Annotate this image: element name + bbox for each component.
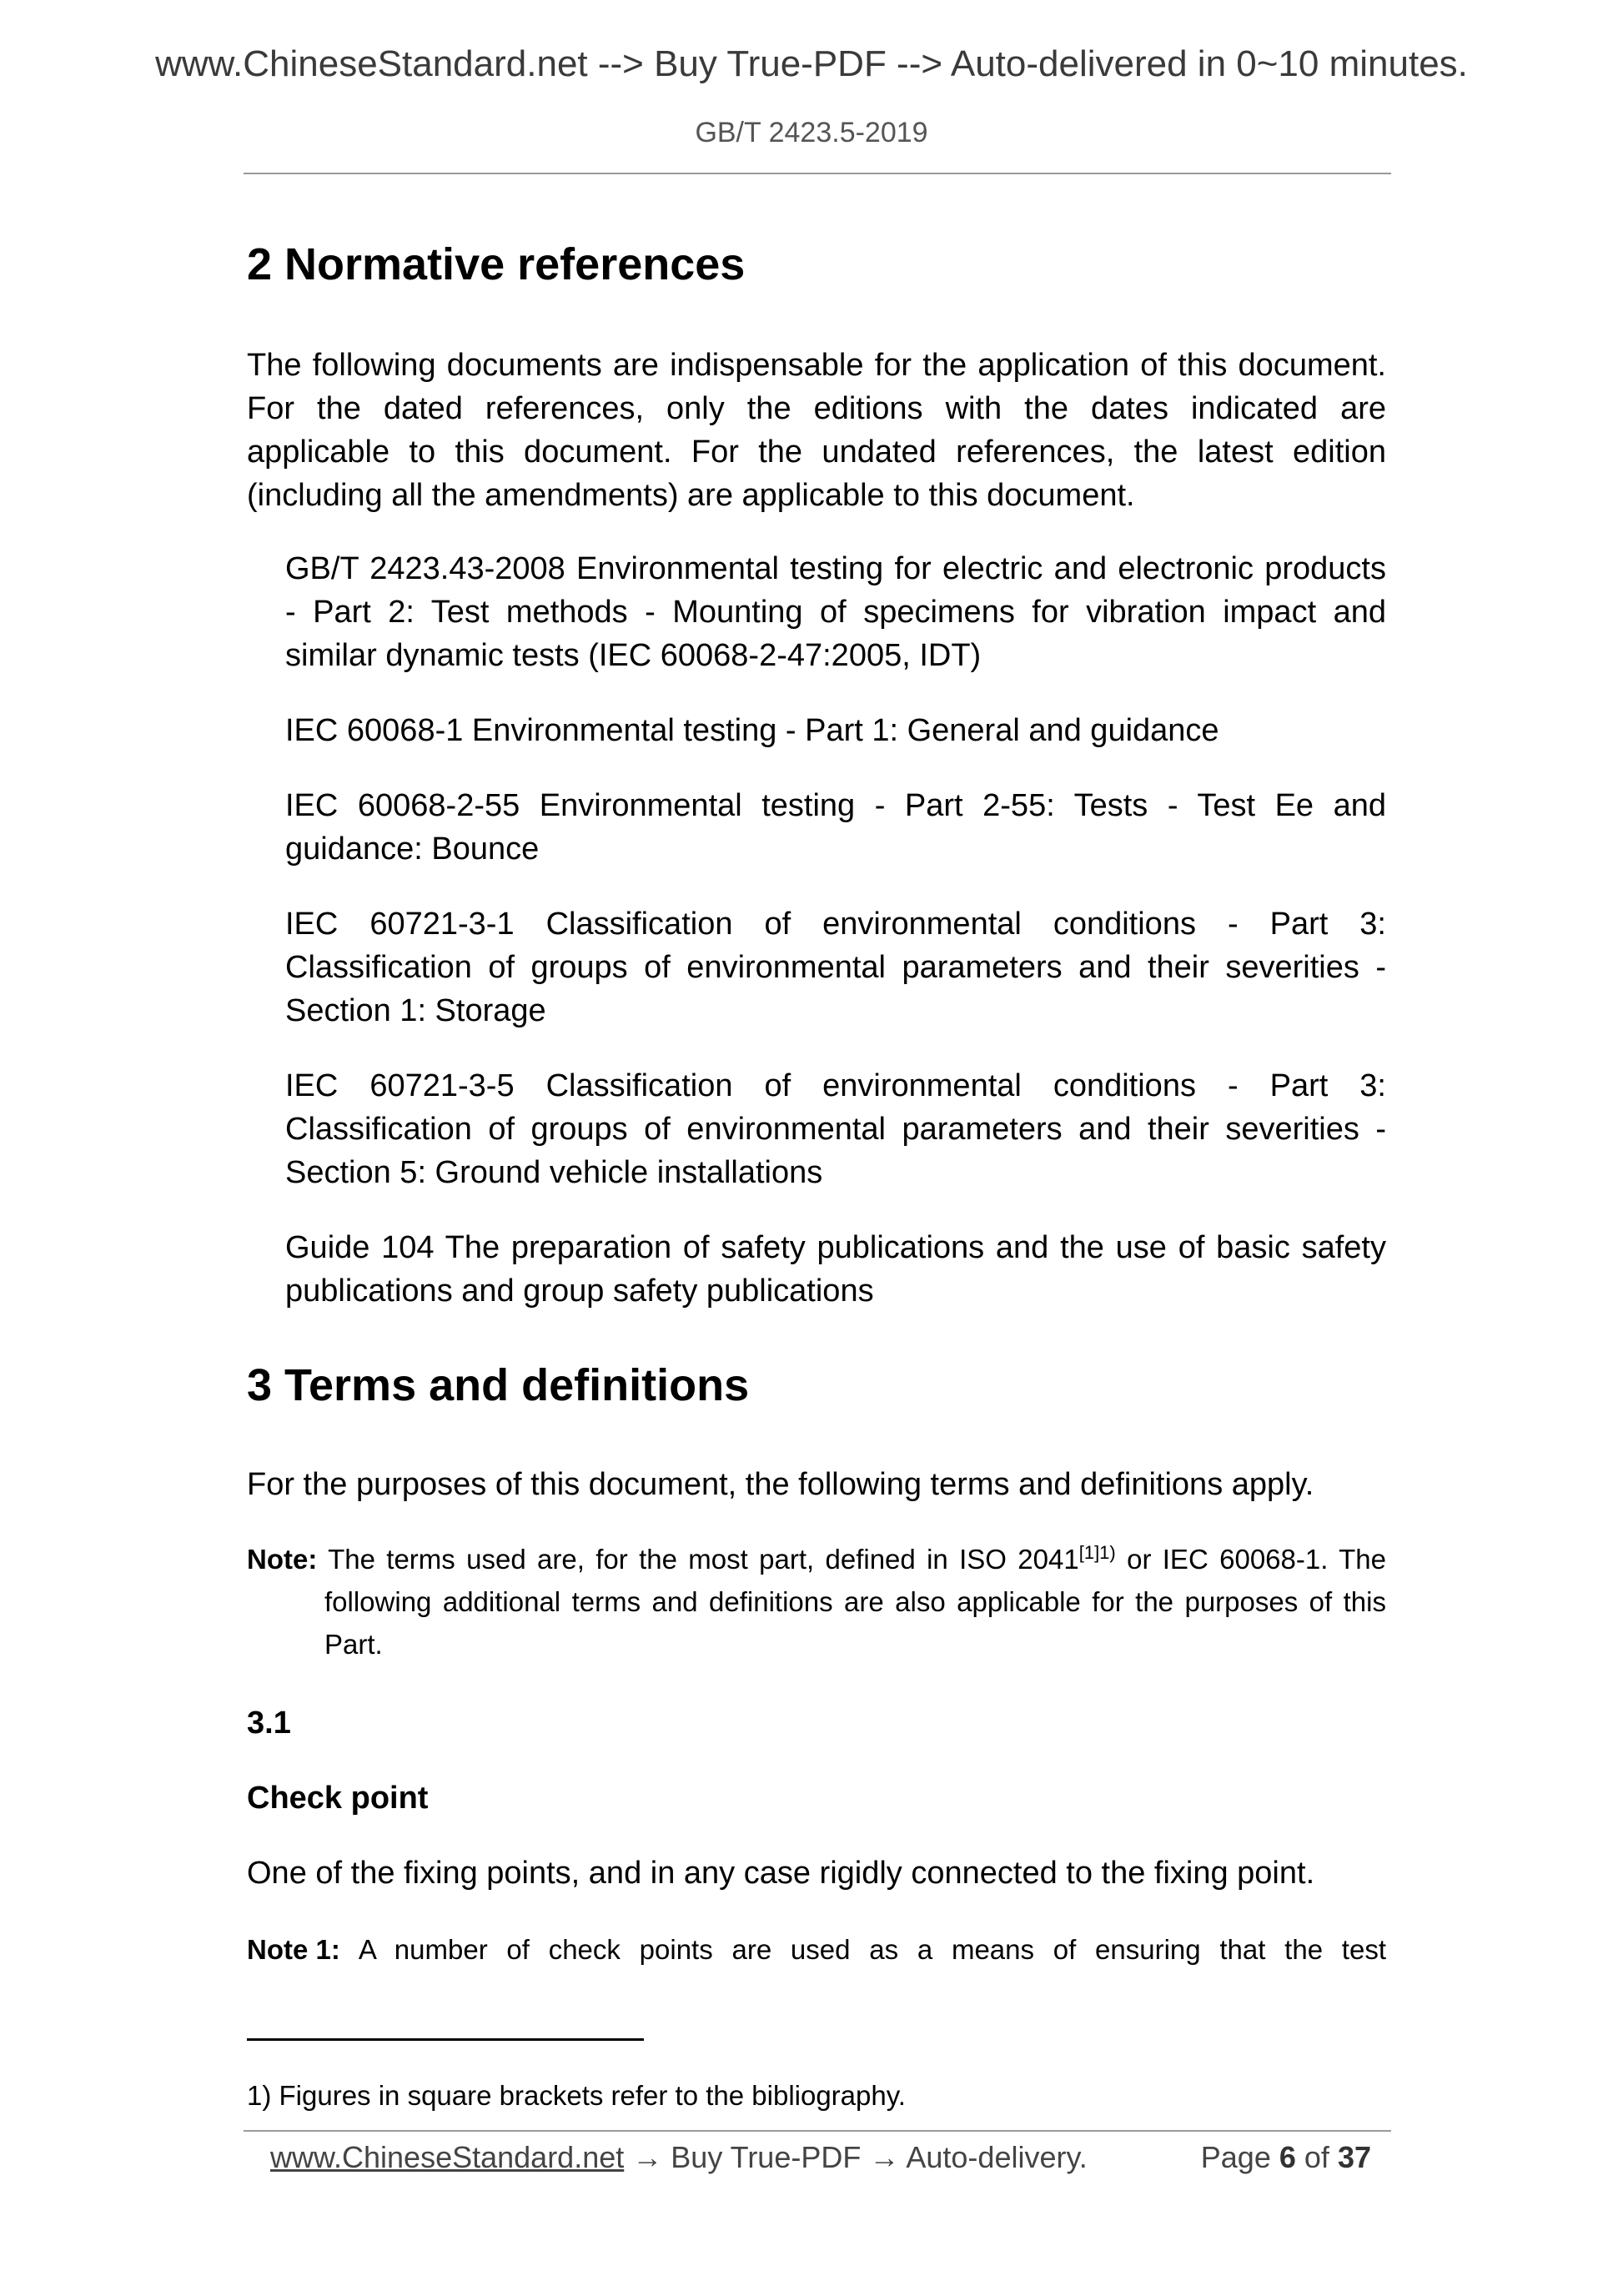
term-number: 3.1 xyxy=(247,1706,291,1741)
site-link[interactable]: www.ChineseStandard.net xyxy=(270,2140,625,2174)
term-name: Check point xyxy=(247,1781,429,1816)
section-2-intro: The following documents are indispensable for the application of this document. For the dated references, only the editions with the dates indicated are applicable to this document. For the undated references, the latest edition (including all the amendments) are applicable to this document. xyxy=(247,348,1386,513)
footer-divider xyxy=(244,2130,1391,2132)
site-banner: www.ChineseStandard.net --> Buy True-PDF --> Auto-delivered in 0~10 minutes. xyxy=(155,43,1468,84)
page-footer xyxy=(270,2140,1371,2175)
reference-item: IEC 60068-2-55 Environmental testing - Part 2-55: Tests - Test Ee and guidance: Bounce xyxy=(285,788,1386,867)
note-1-text: A number of check points are used as a means of ensuring that the test xyxy=(358,1934,1386,1965)
reference-item: IEC 60068-1 Environmental testing - Part 1: General and guidance xyxy=(285,713,1219,748)
footnote-divider xyxy=(247,2038,644,2041)
standard-code: GB/T 2423.5-2019 xyxy=(695,117,928,148)
note-text-cont: or IEC 60068-1. The following additional terms and definitions are also applicable for the purposes of this Part. xyxy=(324,1544,1386,1660)
page-number: Page 6 of 37 xyxy=(1200,2140,1371,2174)
footnote: 1) Figures in square brackets refer to the bibliography. xyxy=(247,2080,906,2111)
reference-item: IEC 60721-3-1 Classification of environmental conditions - Part 3: Classification of groups of environmental parameters and their severities - Section 1: Storage xyxy=(285,907,1386,1028)
footnote-reference[interactable]: [1]1) xyxy=(1078,1542,1116,1563)
section-3-intro: For the purposes of this document, the following terms and definitions apply. xyxy=(247,1467,1314,1502)
reference-item: IEC 60721-3-5 Classification of environmental conditions - Part 3: Classification of groups of environmental parameters and their severities - Section 5: Ground vehicle installations xyxy=(285,1068,1386,1190)
note-text: The terms used are, for the most part, defined in ISO 2041 xyxy=(328,1544,1079,1575)
reference-item: GB/T 2423.43-2008 Environmental testing for electric and electronic products - Part 2: Test methods - Mounting of specimens for vibration impact and similar dynamic tests (IEC 60068-2-47:2005, IDT) xyxy=(285,551,1386,673)
terms-note xyxy=(247,1538,1386,1665)
term-note-1 xyxy=(247,1928,1386,1971)
note-1-label: Note 1: xyxy=(247,1934,340,1965)
header-divider xyxy=(244,173,1391,174)
section-3-heading: 3 Terms and definitions xyxy=(247,1360,750,1410)
delivery-text: Auto-delivery. xyxy=(906,2140,1088,2174)
reference-item: Guide 104 The preparation of safety publications and the use of basic safety publications and group safety publications xyxy=(285,1230,1386,1309)
note-label: Note: xyxy=(247,1544,318,1575)
arrow-icon: → xyxy=(632,2140,663,2174)
term-definition: One of the fixing points, and in any case rigidly connected to the fixing point. xyxy=(247,1856,1315,1891)
buy-text: Buy True-PDF xyxy=(671,2140,862,2174)
section-2-heading: 2 Normative references xyxy=(247,239,746,289)
arrow-icon: → xyxy=(869,2140,900,2174)
